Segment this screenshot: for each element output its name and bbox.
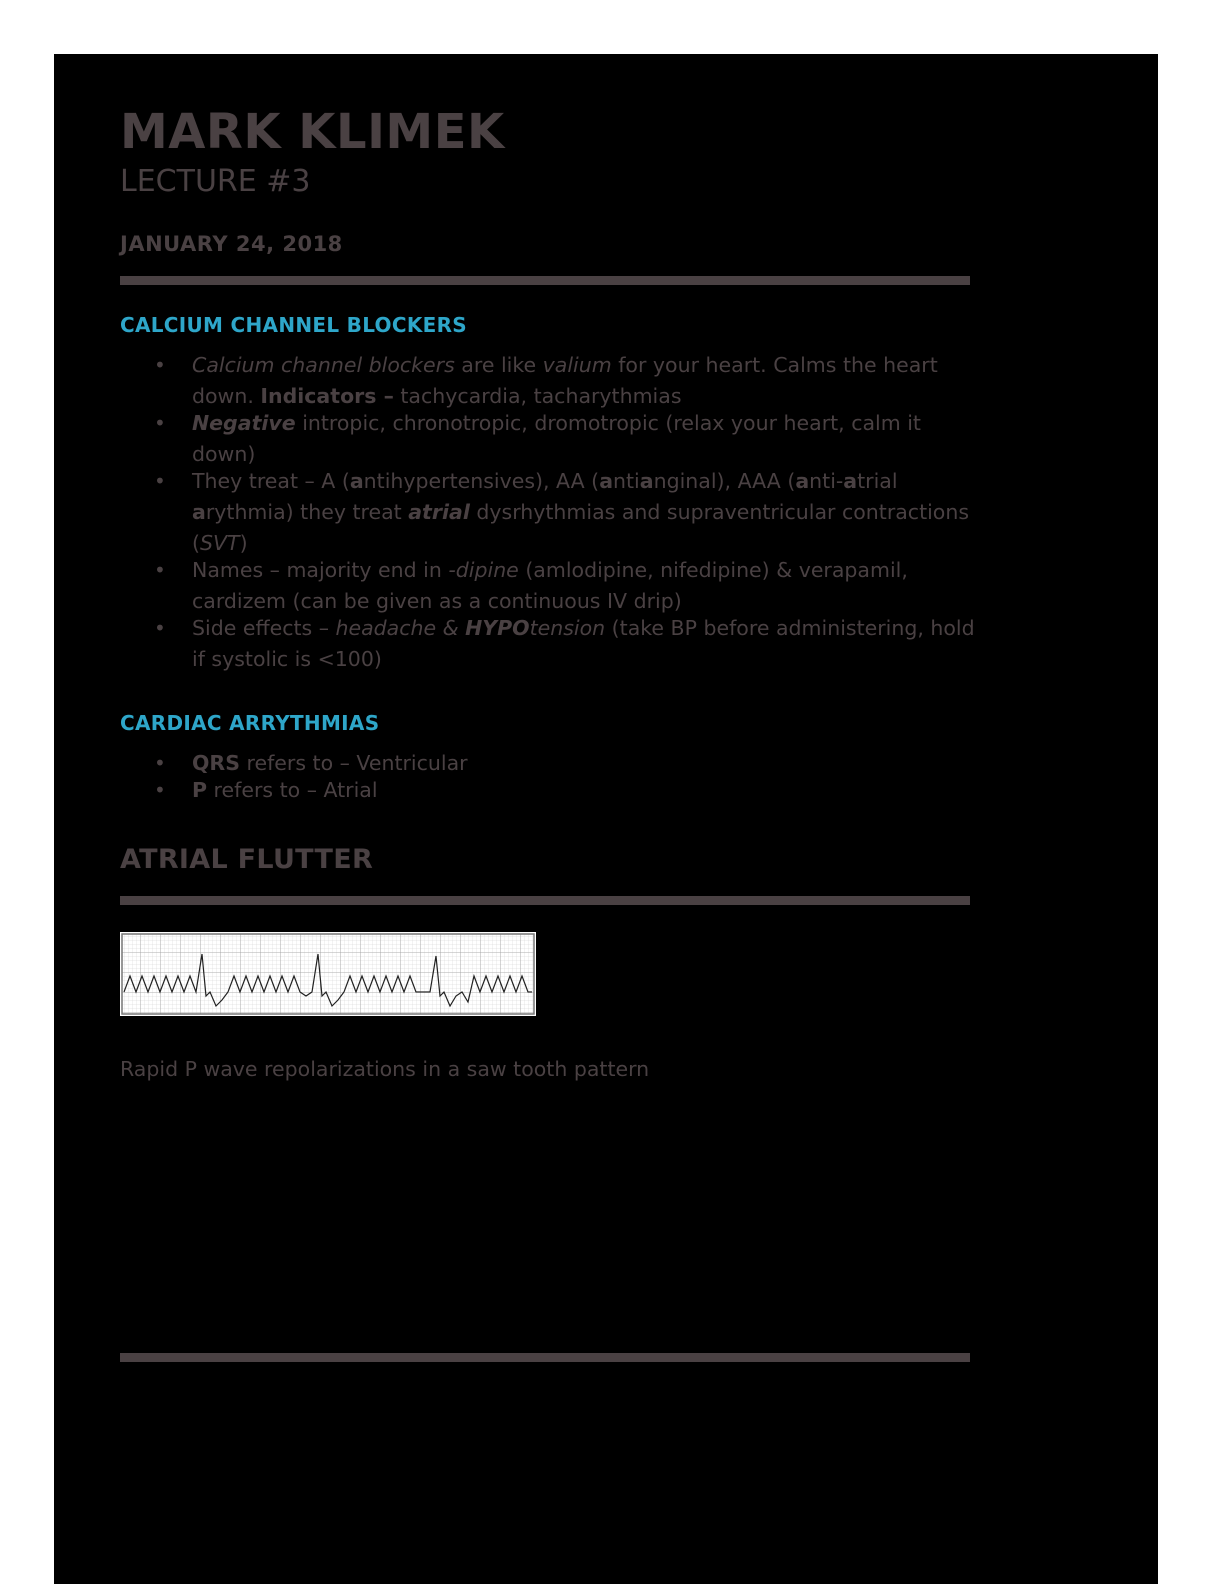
bullet-dot-icon: •	[154, 751, 166, 775]
text-span: nti-	[809, 469, 844, 493]
text-span: P	[192, 778, 208, 802]
text-span: headache &	[335, 616, 466, 640]
bullet-dot-icon: •	[154, 616, 166, 640]
ecg-strip-image	[120, 932, 536, 1016]
text-span: atrial	[408, 500, 470, 524]
text-span: are like	[454, 353, 543, 377]
section-heading-arrythmias: CARDIAC ARRYTHMIAS	[120, 711, 380, 735]
text-span: valium	[542, 353, 612, 377]
text-span: Indicators –	[260, 384, 394, 408]
text-span: dysrhythmias and supraventricular contractions (	[192, 500, 970, 555]
calcium-bullet-list	[120, 350, 980, 675]
list-item	[120, 555, 980, 617]
bullet-dot-icon: •	[154, 353, 166, 377]
divider-rule	[120, 896, 970, 905]
text-span: QRS	[192, 751, 240, 775]
text-span: HYPO	[465, 616, 530, 640]
text-span: a	[599, 469, 614, 493]
arrythmias-bullet-list	[120, 748, 980, 806]
text-span: a	[795, 469, 810, 493]
document-page	[54, 54, 1158, 1584]
text-span: -dipine	[448, 558, 519, 582]
text-span: (amlodipine, nifedipine) & verapamil, cardizem (can be given as a continuous IV drip)	[192, 558, 908, 613]
bullet-dot-icon: •	[154, 411, 166, 435]
list-item	[120, 466, 980, 559]
text-span: SVT	[200, 531, 240, 555]
lecture-title: LECTURE #3	[120, 164, 311, 199]
section-heading-flutter: ATRIAL FLUTTER	[120, 844, 374, 875]
ecg-caption: Rapid P wave repolarizations in a saw tooth pattern	[120, 1057, 650, 1081]
list-item	[120, 775, 980, 806]
list-item	[120, 350, 980, 412]
text-span: a	[639, 469, 654, 493]
divider-rule	[120, 276, 970, 285]
text-span: ntihypertensives), AA (	[363, 469, 600, 493]
text-span: Names – majority end in	[192, 558, 449, 582]
text-span: a	[349, 469, 364, 493]
lecture-date: JANUARY 24, 2018	[120, 232, 343, 256]
text-span: for your heart. Calms the heart down.	[192, 353, 938, 408]
author-name: MARK KLIMEK	[120, 104, 505, 160]
text-span: nti	[613, 469, 640, 493]
text-span: a	[192, 500, 206, 524]
text-span: refers to – Atrial	[207, 778, 378, 802]
bullet-dot-icon: •	[154, 778, 166, 802]
list-item	[120, 408, 980, 470]
list-item	[120, 613, 980, 675]
text-span: Negative	[192, 411, 296, 435]
text-span: a	[843, 469, 858, 493]
text-span: tension	[529, 616, 606, 640]
text-span: nginal), AAA (	[653, 469, 796, 493]
text-span: They treat – A (	[192, 469, 350, 493]
bullet-dot-icon: •	[154, 558, 166, 582]
text-span: intropic, chronotropic, dromotropic (relax your heart, calm it down)	[192, 411, 921, 466]
text-span: (take BP before administering, hold if systolic is <100)	[192, 616, 975, 671]
text-span: rythmia) they treat	[205, 500, 409, 524]
text-span: trial	[857, 469, 898, 493]
divider-rule	[120, 1353, 970, 1362]
bullet-dot-icon: •	[154, 469, 166, 493]
text-span: tachycardia, tacharythmias	[393, 384, 682, 408]
text-span: Side effects –	[192, 616, 336, 640]
section-heading-calcium: CALCIUM CHANNEL BLOCKERS	[120, 313, 467, 337]
text-span: refers to – Ventricular	[239, 751, 468, 775]
text-span: )	[239, 531, 248, 555]
text-span: Calcium channel blockers	[192, 353, 455, 377]
